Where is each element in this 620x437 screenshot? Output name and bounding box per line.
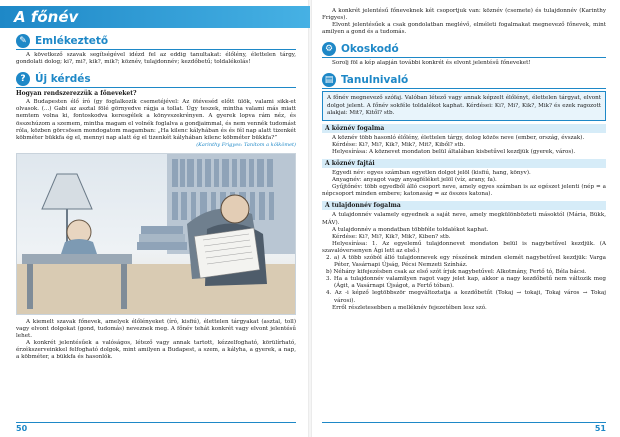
reading-passage: A Budapesten élő író (gy foglalkozik csemetéjével: Az ötéveséd előtt ülök, valami sikk-et olvasok. (...) Gabi az asztal fölé görnyedve rágja a tollat. Úgy teszek, mintha valami más miatt nemtem volna ki, fontoskodva keresgélek a könyvszekrényen. A gyerek lopva rám néz, és összehúzom a szemem, mintha magam el volnék foglalva a gondjaimmal, és nem vennék tudomást róla, közben görcsösen mondogatom magamban: „Ha kilenc kályhában és és fél nap alatt tizenkét köbméter bükkfa ég el, mennyi nap alatt ég el tizenkét kályhában kilenc köbméter bükkfa?” xyxy=(16,99,296,141)
newspaper xyxy=(194,228,259,278)
tulajdonnev-rule: 4. Az -i képző legtöbbször megváltoztatja a kezdőbetűt (Tokaj → tokaji, Tokaj város → Tokaj városi). xyxy=(326,290,606,304)
koznev-line: Helyesírása: A köznevet mondaton belül általában kisbetűvel kezdjük (gyerek, város). xyxy=(332,148,576,155)
explanation-paragraph-1: A kiemelt szavak főnevek, amelyek élőlényeket (író, kisfiú), élettelen tárgyakat (asztal, toll) vagy elvont dolgokat (gond, tudomás) neveznek meg. A főnév tehát konkrét vagy elvont jelentésű lehet. xyxy=(16,318,296,340)
tulajdonnev-line: Kérdése: Ki?, Mi?, Kik?, Mik?, Kiben? stb. xyxy=(332,233,451,240)
gear-icon: ⚙ xyxy=(322,42,336,56)
tulajdonnev-heading: A tulajdonnév fogalma xyxy=(322,201,606,210)
father-head xyxy=(221,195,249,223)
lamp-shade xyxy=(42,174,92,209)
question-icon: ? xyxy=(16,72,30,86)
tanulnivalo-heading xyxy=(322,73,606,87)
koznev-fajta-line: Anyagnév: anyagot vagy anyagféléket jelöl (víz, arany, fa). xyxy=(332,177,497,184)
footer-rule xyxy=(16,422,296,423)
koznev-fajta-line: Gyűjtőnév: több egyedből álló csoport neve, amely egyes számban is az egészet jelenti (nép = a népcsoport minden embere; katonaság = az összes katona). xyxy=(322,184,606,198)
koznev-line: Kérdése: Ki?, Mi?, Kik?, Mik?, Mit?, Kiből? stb. xyxy=(332,141,465,148)
explanation-paragraph-2: A konkrét jelentésűek a valóságos, létező vagy annak tartott, kézzelfogható, körülírható, érzékszerveinkkel felfogható dolgok, mint amilyen a Budapest, a szem, a kályha, a gyerek, a nap, a köbméter, a bükkfa és hasonlók. xyxy=(16,340,296,361)
chapter-title-bar xyxy=(0,6,310,28)
okoskodo-text: Sorolj föl a kép alapján további konkrét és elvont jelentésű főneveket! xyxy=(332,60,531,67)
tulajdonnev-note: Erről részletesebben a melléknév fejezetében lesz szó. xyxy=(332,304,487,311)
definition-box xyxy=(322,91,606,120)
question-text: Hogyan rendszerezzük a főneveket? xyxy=(16,90,137,98)
illustration-father-son xyxy=(16,153,296,315)
lightbulb-icon: ✎ xyxy=(16,34,30,48)
illustration-drawing xyxy=(17,154,295,314)
section-rule xyxy=(16,49,296,50)
passage-source: (Karinthy Frigyes: Tanítom a kölkömet) xyxy=(196,141,296,148)
tulajdonnev-rule: b) Néhány kifejezésben csak az első szót írjuk nagybetűvel: Alkotmány, Fertő tó, Béla bácsi. xyxy=(326,269,587,276)
desk xyxy=(22,254,132,264)
definition-text: A főnév megnevező szófaj. Valóban létező vagy annak képzelt élőlényt, élettelen tárgyat, elvont dolgot jelent. A főnév sokféle toldalékot kaphat. Kérdései: Ki?, Mi?, Kik?, Mik? és ezek ragozott alakjai: Mit?, Kitől? stb. xyxy=(327,95,601,116)
intro-paragraph-1: A konkrét jelentésű főneveknek két csoportjuk van: köznév (csemete) és tulajdonnév (Karinthy Frigyes). xyxy=(322,8,606,22)
footer-rule xyxy=(322,422,606,423)
okoskodo-heading xyxy=(322,42,606,56)
uj-kerdes-title: Új kérdés xyxy=(35,73,91,86)
okoskodo-title: Okoskodó xyxy=(341,43,399,56)
section-rule xyxy=(322,88,606,89)
right-page xyxy=(310,0,620,437)
page-number-left: 50 xyxy=(16,424,28,433)
section-rule xyxy=(16,87,296,88)
chapter-title: A főnév xyxy=(14,8,79,26)
koznev-fajtai-heading: A köznév fajtái xyxy=(322,159,606,168)
emlekezteto-text: A következő szavak segítségével idézd fel az eddig tanultakat: élőlény, élettelen tárgy, gondolati dolog; ki?, mi?, kik?, mik?; köznév, tulajdonnév; kezdőbetű; toldalékolás! xyxy=(16,52,296,66)
page-number-right: 51 xyxy=(594,424,606,433)
tulajdonnev-rule: 3. Ha a tulajdonnév valamilyen ragot vagy jelet kap, akkor a nagy kezdőbetű nem változik meg (Ágit, a Vasárnapi Újságot, a Fertő tóban). xyxy=(326,276,606,290)
koznev-fajta-line: Egyedi név: egyes számban egyetlen dolgot jelöl (kisfiú, hang, könyv). xyxy=(332,170,531,177)
intro-paragraph-2: Elvont jelentésűek a csak gondolatban meglévő, elméleti fogalmakat megnevező főnevek, mint amilyen a gond és a tudomás. xyxy=(322,22,606,36)
tulajdonnev-line: A tulajdonnév a mondatban többféle toldalékot kaphat. xyxy=(332,226,489,233)
tulajdonnev-line: A tulajdonnév valamely egyednek a saját neve, amely megkülönbözteti másoktól (Mária, Bükk, MÁV). xyxy=(322,212,606,226)
book-icon: ▤ xyxy=(322,73,336,87)
koznev-line: A köznév több hasonló élőlény, élettelen tárgy, dolog közös neve (ember, ország, évszak). xyxy=(332,134,585,141)
tulajdonnev-line: Helyesírása: 1. Az egyelemű tulajdonnevet mondaton belül is nagybetűvel kezdjük. (A szavalóversenyen Ági lett az első.) xyxy=(322,240,606,254)
emlekezteto-title: Emlékeztető xyxy=(35,35,109,47)
section-rule xyxy=(322,57,606,58)
koznev-heading: A köznév fogalma xyxy=(322,124,606,133)
uj-kerdes-heading xyxy=(16,72,296,86)
emlekezteto-heading xyxy=(16,34,296,48)
tanulnivalo-title: Tanulnivaló xyxy=(341,74,409,87)
tulajdonnev-rule: 2. a) A több szóból álló tulajdonnevek egy részének minden elemét nagybetűvel kezdjük: Varga Péter, Vasárnapi Újság, Pécsi Nemzeti Színház. xyxy=(326,254,606,269)
